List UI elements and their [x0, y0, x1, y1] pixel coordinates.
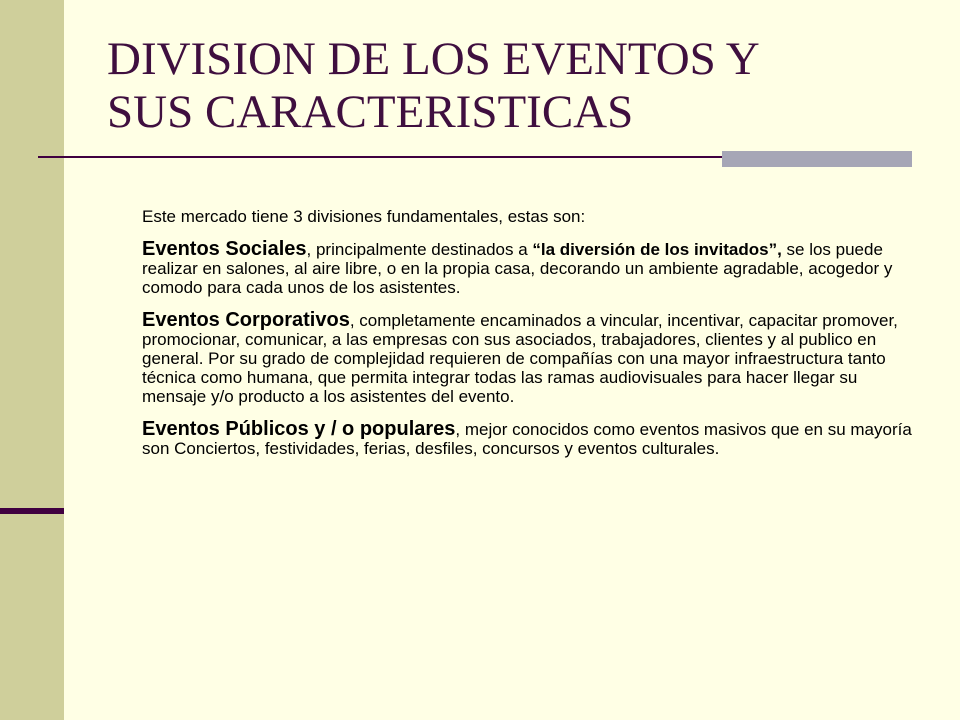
public-text: , mejor conocidos como eventos masivos que en su mayoría son Conciertos, festividades, ferias, desfiles, concursos y eventos culturales.: [142, 420, 912, 458]
left-accent-bar: [0, 508, 64, 514]
intro-text: Este mercado tiene 3 divisiones fundamentales, estas son:: [142, 207, 586, 226]
title-underline-block: [722, 151, 912, 167]
social-text-pre: , principalmente destinados a: [306, 240, 533, 259]
section-social: [142, 240, 912, 297]
term-social: Eventos Sociales: [142, 238, 307, 260]
social-text-post: se los puede realizar en salones, al aire libre, o en la propia casa, decorando un ambiente agradable, acogedor y comodo para cada unos de los asistentes.: [142, 240, 893, 297]
slide-body: [142, 207, 912, 472]
corporate-text: , completamente encaminados a vincular, incentivar, capacitar promover, promocionar, comunicar, a las empresas con sus asociados, trabajadores, clientes y al publico en general. Por su grado de complejidad requieren de compañías con una mayor infraestructura tanto técnica como humana, que permita integrar todas las ramas audiovisuales para hacer llegar su mensaje y/o producto a los asistentes del evento.: [142, 311, 898, 406]
title-line-2: SUS CARACTERISTICAS: [107, 86, 634, 138]
left-decorative-band: [0, 0, 64, 720]
slide-title: [107, 33, 927, 139]
section-corporate: [142, 311, 912, 406]
term-public: Eventos Públicos y / o populares: [142, 418, 456, 440]
term-corporate: Eventos Corporativos: [142, 309, 350, 331]
title-line-1: DIVISION DE LOS EVENTOS Y: [107, 33, 760, 85]
section-public: [142, 420, 912, 458]
social-quote: “la diversión de los invitados”,: [532, 240, 782, 259]
